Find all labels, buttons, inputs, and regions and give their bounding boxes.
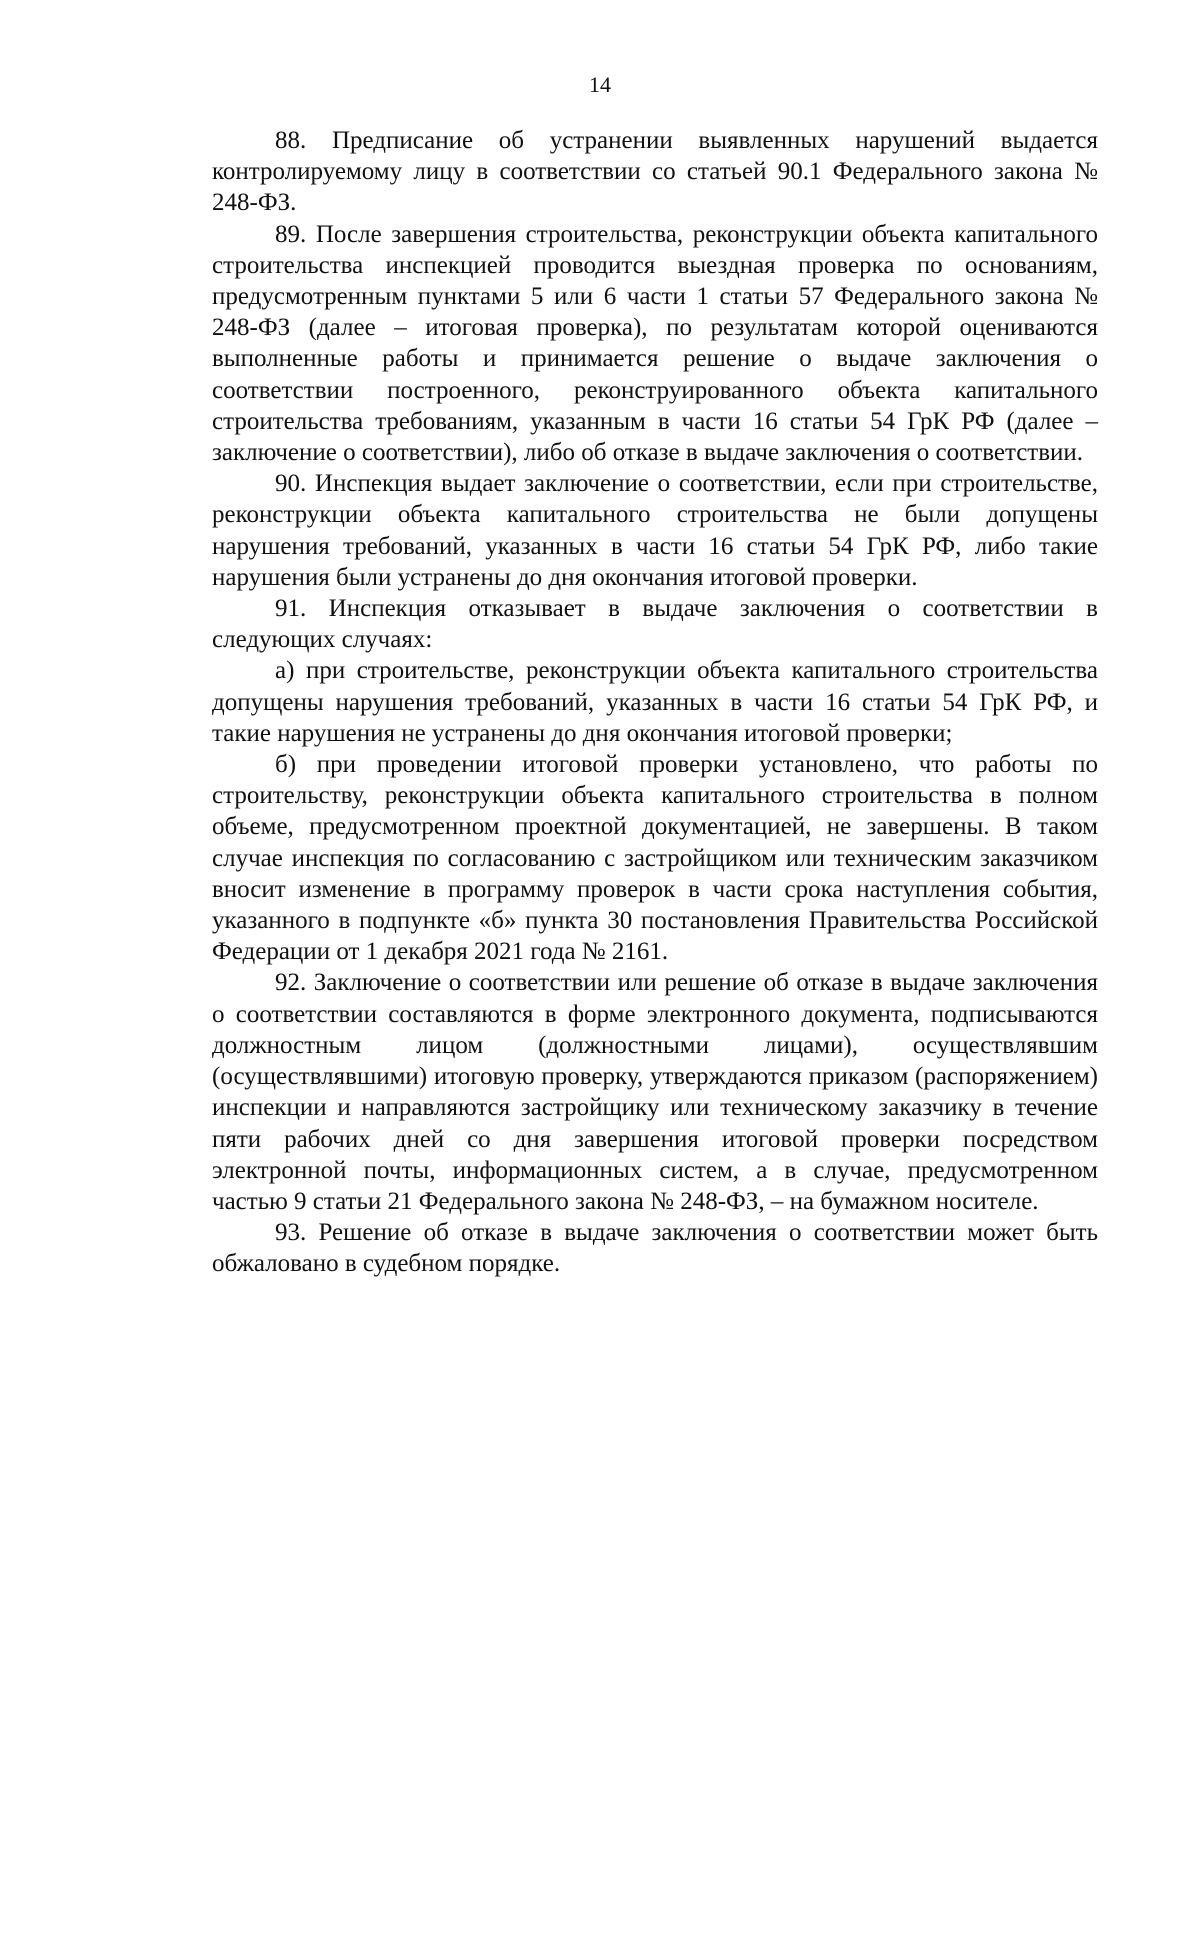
document-body: [212, 125, 1098, 1280]
paragraph-92: 92. Заключение о соответствии или решение об отказе в выдаче заключения о соответствии составляются в форме электронного документа, подписываются должностным лицом (должностными лицами), осуществлявшим (осуществлявшими) итоговую проверку, утверждаются приказом (распоряжением) инспекции и направляются застройщику или техническому заказчику в течение пяти рабочих дней со дня завершения итоговой проверки посредством электронной почты, информационных систем, а в случае, предусмотренном частью 9 статьи 21 Федерального закона № 248-ФЗ, – на бумажном носителе.: [212, 969, 1098, 1215]
paragraph-91-subitem-a: а) при строительстве, реконструкции объекта капитального строительства допущены нарушения требований, указанных в части 16 статьи 54 ГрК РФ, и такие нарушения не устранены до дня окончания итоговой проверки;: [212, 657, 1098, 747]
paragraph-90: 90. Инспекция выдает заключение о соответствии, если при строительстве, реконструкции объекта капитального строительства не были допущены нарушения требований, указанных в части 16 статьи 54 ГрК РФ, либо такие нарушения были устранены до дня окончания итоговой проверки.: [212, 470, 1098, 591]
paragraph-88: 88. Предписание об устранении выявленных нарушений выдается контролируемому лицу в соответствии со статьей 90.1 Федерального закона № 248-ФЗ.: [212, 127, 1098, 217]
paragraph-91-subitem-b: б) при проведении итоговой проверки установлено, что работы по строительству, реконструкции объекта капитального строительства в полном объеме, предусмотренном проектной документацией, не завершены. В таком случае инспекция по согласованию с застройщиком или техническим заказчиком вносит изменение в программу проверок в части срока наступления события, указанного в подпункте «б» пункта 30 постановления Правительства Российской Федерации от 1 декабря 2021 года № 2161.: [212, 751, 1098, 966]
paragraph-91: 91. Инспекция отказывает в выдаче заключения о соответствии в следующих случаях:: [212, 595, 1098, 654]
paragraph-93: 93. Решение об отказе в выдаче заключения о соответствии может быть обжаловано в судебном порядке.: [212, 1219, 1098, 1278]
paragraph-89: 89. После завершения строительства, реконструкции объекта капитального строительства инспекцией проводится выездная проверка по основаниям, предусмотренным пунктами 5 или 6 части 1 статьи 57 Федерального закона № 248-ФЗ (далее – итоговая проверка), по результатам которой оцениваются выполненные работы и принимается решение о выдаче заключения о соответствии построенного, реконструированного объекта капитального строительства требованиям, указанным в части 16 статьи 54 ГрК РФ (далее – заключение о соответствии), либо об отказе в выдаче заключения о соответствии.: [212, 220, 1098, 467]
page-number: 14: [589, 72, 611, 97]
